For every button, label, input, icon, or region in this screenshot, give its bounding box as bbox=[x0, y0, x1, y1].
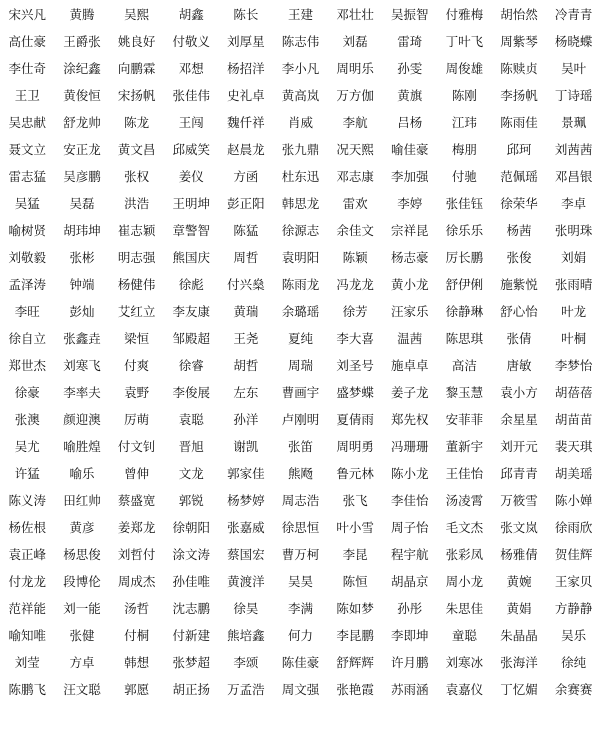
name-cell: 张佳伟 bbox=[172, 87, 210, 103]
name-cell: 付敬义 bbox=[172, 33, 210, 49]
name-cell: 王佳怡 bbox=[445, 466, 484, 482]
name-cell: 杨梦婷 bbox=[227, 493, 265, 509]
name-cell: 陈义涛 bbox=[8, 493, 47, 509]
name-cell: 郑先权 bbox=[391, 411, 429, 427]
name-cell: 杨佐根 bbox=[8, 520, 47, 536]
name-cell: 梁恒 bbox=[124, 330, 150, 346]
name-cell: 徐荣华 bbox=[500, 195, 538, 211]
name-cell: 邱珂 bbox=[506, 141, 532, 157]
name-cell: 陈长 bbox=[233, 6, 259, 22]
name-cell: 邓想 bbox=[178, 60, 204, 76]
name-cell: 许月鹏 bbox=[391, 655, 429, 671]
name-cell: 舒伊俐 bbox=[445, 276, 484, 292]
name-cell: 叶龙 bbox=[561, 303, 587, 319]
name-cell: 雷欢 bbox=[342, 195, 368, 211]
name-cell: 张飞 bbox=[342, 493, 368, 509]
name-cell: 周瑞 bbox=[287, 357, 313, 373]
name-cell: 黄渡洋 bbox=[227, 574, 265, 590]
name-cell: 徐彪 bbox=[178, 276, 204, 292]
name-cell: 郭愿 bbox=[124, 682, 150, 698]
name-cell: 刘开元 bbox=[500, 439, 538, 455]
name-cell: 邱威笑 bbox=[172, 141, 210, 157]
name-cell: 黄腾 bbox=[69, 6, 95, 22]
name-cell: 沈志鹏 bbox=[172, 601, 210, 617]
name-cell: 周小龙 bbox=[445, 574, 484, 590]
name-cell: 吴振智 bbox=[391, 6, 429, 22]
name-cell: 文龙 bbox=[178, 466, 204, 482]
name-cell: 涂文涛 bbox=[172, 547, 210, 563]
name-cell: 徐豪 bbox=[14, 384, 40, 400]
name-cell: 叶小雪 bbox=[336, 520, 374, 536]
name-cell: 洪浩 bbox=[124, 195, 150, 211]
name-cell: 陈如梦 bbox=[336, 601, 374, 617]
name-cell: 厉长鹏 bbox=[445, 249, 484, 265]
name-cell: 付新建 bbox=[172, 628, 210, 644]
name-cell: 曹万柯 bbox=[281, 547, 320, 563]
name-cell: 温茜 bbox=[397, 330, 423, 346]
name-cell: 邱青青 bbox=[500, 466, 538, 482]
name-cell: 汤哲 bbox=[124, 601, 150, 617]
name-cell: 徐纯 bbox=[561, 655, 587, 671]
name-cell: 万方伽 bbox=[336, 87, 374, 103]
name-cell: 李率夫 bbox=[63, 384, 101, 400]
name-cell: 付兴燊 bbox=[227, 276, 265, 292]
name-cell: 刘寒冰 bbox=[445, 655, 484, 671]
name-cell: 黄高岚 bbox=[281, 87, 320, 103]
name-cell: 陈雨龙 bbox=[281, 276, 320, 292]
name-cell: 陈颖 bbox=[342, 249, 368, 265]
name-cell: 吴昊 bbox=[287, 574, 313, 590]
name-cell: 李卓 bbox=[561, 195, 587, 211]
name-cell: 吴猛 bbox=[14, 195, 40, 211]
name-cell: 高仕豪 bbox=[8, 33, 47, 49]
name-cell: 胡哲 bbox=[233, 357, 259, 373]
name-cell: 汪文聪 bbox=[63, 682, 101, 698]
name-cell: 张雨晴 bbox=[554, 276, 593, 292]
name-cell: 王明坤 bbox=[172, 195, 210, 211]
name-cell: 陈小龙 bbox=[391, 466, 429, 482]
name-cell: 吴磊 bbox=[69, 195, 95, 211]
name-cell: 黄娟 bbox=[506, 601, 532, 617]
name-cell: 陈志伟 bbox=[281, 33, 320, 49]
name-cell: 熊飏 bbox=[287, 466, 313, 482]
name-cell: 付桐 bbox=[124, 628, 150, 644]
name-cell: 贺佳辉 bbox=[554, 547, 593, 563]
name-cell: 杨健伟 bbox=[117, 276, 156, 292]
name-cell: 袁野 bbox=[124, 384, 150, 400]
name-cell: 袁聪 bbox=[178, 411, 204, 427]
name-cell: 宗祥昆 bbox=[391, 222, 429, 238]
name-cell: 冯龙龙 bbox=[336, 276, 374, 292]
name-cell: 李佳怡 bbox=[391, 493, 429, 509]
name-cell: 刘敬毅 bbox=[8, 249, 47, 265]
name-cell: 喻树贤 bbox=[8, 222, 47, 238]
name-cell: 徐静琳 bbox=[445, 303, 484, 319]
name-cell: 涂纪鑫 bbox=[63, 60, 101, 76]
name-cell: 丁叶飞 bbox=[445, 33, 484, 49]
name-cell: 李大喜 bbox=[336, 330, 374, 346]
name-cell: 张健 bbox=[69, 628, 95, 644]
name-cell: 章警智 bbox=[172, 222, 210, 238]
name-cell: 梅朋 bbox=[451, 141, 477, 157]
name-cell: 明志强 bbox=[117, 249, 156, 265]
name-cell: 黄小龙 bbox=[391, 276, 429, 292]
name-cell: 蔡国宏 bbox=[227, 547, 265, 563]
name-cell: 张艳霞 bbox=[336, 682, 374, 698]
name-cell: 刘厚星 bbox=[227, 33, 265, 49]
name-cell: 厉萌 bbox=[124, 411, 150, 427]
name-cell: 胡怡然 bbox=[500, 6, 538, 22]
name-cell: 安正龙 bbox=[63, 141, 101, 157]
name-cell: 胡美瑶 bbox=[554, 466, 593, 482]
name-cell: 徐芳 bbox=[342, 303, 368, 319]
name-cell: 曹画宇 bbox=[281, 384, 320, 400]
name-cell: 苏雨涵 bbox=[391, 682, 429, 698]
name-cell: 杨招洋 bbox=[227, 60, 265, 76]
name-cell: 熊培鑫 bbox=[227, 628, 265, 644]
name-cell: 余佳文 bbox=[336, 222, 374, 238]
name-cell: 吴忠献 bbox=[8, 114, 47, 130]
name-cell: 刘圣号 bbox=[336, 357, 374, 373]
name-cell: 刘茜茜 bbox=[554, 141, 593, 157]
name-cell: 唐敏 bbox=[506, 357, 532, 373]
name-cell: 郑世杰 bbox=[8, 357, 47, 373]
name-cell: 雷志猛 bbox=[8, 168, 47, 184]
name-cell: 胡晶京 bbox=[391, 574, 429, 590]
name-cell: 黄婉 bbox=[506, 574, 532, 590]
name-cell: 邓壮壮 bbox=[336, 6, 374, 22]
name-cell: 徐朝阳 bbox=[172, 520, 210, 536]
name-cell: 李扬帆 bbox=[500, 87, 538, 103]
name-cell: 宋扬帆 bbox=[117, 87, 156, 103]
name-cell: 张梦超 bbox=[172, 655, 210, 671]
name-cell: 周子怡 bbox=[391, 520, 429, 536]
name-cell: 刘哲付 bbox=[117, 547, 156, 563]
name-cell: 田红帅 bbox=[63, 493, 101, 509]
name-cell: 胡正扬 bbox=[172, 682, 210, 698]
name-cell: 李颂 bbox=[233, 655, 259, 671]
name-cell: 喻乐 bbox=[69, 466, 95, 482]
name-cell: 喻胜煌 bbox=[63, 439, 101, 455]
name-cell: 胡苗苗 bbox=[554, 411, 593, 427]
name-cell: 杨茜 bbox=[506, 222, 532, 238]
name-cell: 李加强 bbox=[391, 168, 429, 184]
name-cell: 周紫琴 bbox=[500, 33, 538, 49]
name-cell: 黄文昌 bbox=[117, 141, 156, 157]
name-cell: 李梦怡 bbox=[554, 357, 593, 373]
name-cell: 舒心怡 bbox=[500, 303, 538, 319]
name-cell: 方静静 bbox=[554, 601, 593, 617]
name-cell: 颜迎澳 bbox=[63, 411, 101, 427]
name-cell: 姚良好 bbox=[117, 33, 156, 49]
name-cell: 姜郑龙 bbox=[117, 520, 156, 536]
name-cell: 杜东迅 bbox=[281, 168, 320, 184]
name-cell: 孙雯 bbox=[397, 60, 423, 76]
name-cell: 张文岚 bbox=[500, 520, 538, 536]
name-cell: 李昆鹏 bbox=[336, 628, 374, 644]
name-cell: 夏纯 bbox=[287, 330, 313, 346]
name-cell: 周哲 bbox=[233, 249, 259, 265]
name-cell: 孟泽涛 bbox=[8, 276, 47, 292]
name-cell: 孙佳唯 bbox=[172, 574, 210, 590]
name-cell: 汪家乐 bbox=[391, 303, 429, 319]
name-cell: 姜子龙 bbox=[391, 384, 429, 400]
name-cell: 付雅梅 bbox=[445, 6, 484, 22]
name-cell: 张海洋 bbox=[500, 655, 538, 671]
name-cell: 董新宇 bbox=[445, 439, 484, 455]
name-cell: 刘莹 bbox=[14, 655, 40, 671]
name-cell: 王家贝 bbox=[554, 574, 593, 590]
name-cell: 李满 bbox=[287, 601, 313, 617]
name-cell: 向鹏霖 bbox=[117, 60, 156, 76]
name-cell: 王建 bbox=[287, 6, 313, 22]
name-cell: 施紫悦 bbox=[500, 276, 538, 292]
name-cell: 方卓 bbox=[69, 655, 95, 671]
name-cell: 彭灿 bbox=[69, 303, 95, 319]
name-cell: 徐自立 bbox=[8, 330, 47, 346]
name-cell: 聂文立 bbox=[8, 141, 47, 157]
name-cell: 钟端 bbox=[69, 276, 95, 292]
name-cell: 李旺 bbox=[14, 303, 40, 319]
name-cell: 崔志颖 bbox=[117, 222, 156, 238]
name-cell: 王尧 bbox=[233, 330, 259, 346]
name-cell: 叶桐 bbox=[561, 330, 587, 346]
name-cell: 史礼卓 bbox=[227, 87, 265, 103]
name-cell: 徐源志 bbox=[281, 222, 320, 238]
name-cell: 陈鹏飞 bbox=[8, 682, 47, 698]
name-cell: 张明珠 bbox=[554, 222, 593, 238]
name-cell: 徐思恒 bbox=[281, 520, 320, 536]
name-cell: 朱晶晶 bbox=[500, 628, 538, 644]
name-cell: 袁正峰 bbox=[8, 547, 47, 563]
name-cell: 徐乐乐 bbox=[445, 222, 484, 238]
name-cell: 晋旭 bbox=[178, 439, 204, 455]
name-cell: 王闯 bbox=[178, 114, 204, 130]
name-cell: 况天熙 bbox=[336, 141, 374, 157]
name-cell: 冷青青 bbox=[554, 6, 593, 22]
name-cell: 孙洋 bbox=[233, 411, 259, 427]
name-cell: 吴尤 bbox=[14, 439, 40, 455]
name-cell: 高洁 bbox=[451, 357, 477, 373]
name-cell: 裴天琪 bbox=[554, 439, 593, 455]
name-cell: 周明乐 bbox=[336, 60, 374, 76]
name-cell: 张佳钰 bbox=[445, 195, 484, 211]
name-cell: 付龙龙 bbox=[8, 574, 47, 590]
name-cell: 曾伸 bbox=[124, 466, 150, 482]
name-cell: 姜仪 bbox=[178, 168, 204, 184]
name-cell: 黄旗 bbox=[397, 87, 423, 103]
name-cell: 周成杰 bbox=[117, 574, 156, 590]
name-cell: 谢凯 bbox=[233, 439, 259, 455]
name-cell: 陈小婵 bbox=[554, 493, 593, 509]
name-cell: 鲁元林 bbox=[336, 466, 374, 482]
name-cell: 万筱雪 bbox=[500, 493, 538, 509]
name-cell: 景珮 bbox=[561, 114, 587, 130]
name-cell: 段博伦 bbox=[63, 574, 101, 590]
name-cell: 邓昌银 bbox=[554, 168, 593, 184]
name-cell: 杨晓蝶 bbox=[554, 33, 593, 49]
name-cell: 方函 bbox=[233, 168, 259, 184]
name-cell: 冯珊珊 bbox=[391, 439, 429, 455]
name-cell: 刘娟 bbox=[561, 249, 587, 265]
name-cell: 李婷 bbox=[397, 195, 423, 211]
name-cell: 吕杨 bbox=[397, 114, 423, 130]
name-cell: 汤凌霄 bbox=[445, 493, 484, 509]
name-cell: 袁明阳 bbox=[281, 249, 320, 265]
name-cell: 韩想 bbox=[124, 655, 150, 671]
name-cell: 余星星 bbox=[500, 411, 538, 427]
name-cell: 彭正阳 bbox=[227, 195, 265, 211]
name-cell: 李小凡 bbox=[281, 60, 320, 76]
name-cell: 韩思龙 bbox=[281, 195, 320, 211]
name-cell: 安菲菲 bbox=[445, 411, 484, 427]
name-cell: 付文钊 bbox=[117, 439, 156, 455]
name-cell: 丁忆媚 bbox=[500, 682, 538, 698]
name-cell: 夏倩雨 bbox=[336, 411, 374, 427]
name-cell: 黄瑞 bbox=[233, 303, 259, 319]
name-cell: 陈思琪 bbox=[445, 330, 484, 346]
name-cell: 李即坤 bbox=[391, 628, 429, 644]
name-cell: 吴彦鹏 bbox=[63, 168, 101, 184]
name-cell: 毛文杰 bbox=[445, 520, 484, 536]
name-cell: 袁小方 bbox=[500, 384, 538, 400]
name-cell: 袁嘉仪 bbox=[445, 682, 484, 698]
name-cell: 黄彦 bbox=[69, 520, 95, 536]
name-cell: 江玮 bbox=[451, 114, 477, 130]
name-cell: 杨思俊 bbox=[63, 547, 101, 563]
name-cell: 胡蓓蓓 bbox=[554, 384, 593, 400]
name-cell: 刘寒飞 bbox=[63, 357, 101, 373]
name-cell: 施卓卓 bbox=[391, 357, 429, 373]
name-cell: 陈猛 bbox=[233, 222, 259, 238]
name-cell: 肖威 bbox=[287, 114, 313, 130]
name-cell: 周文强 bbox=[281, 682, 320, 698]
name-cell: 陈龙 bbox=[124, 114, 150, 130]
name-cell: 张倩 bbox=[506, 330, 532, 346]
name-cell: 张鑫垚 bbox=[63, 330, 101, 346]
name-cell: 朱思佳 bbox=[445, 601, 484, 617]
name-cell: 郭家佳 bbox=[227, 466, 265, 482]
name-cell: 黄俊恒 bbox=[63, 87, 101, 103]
name-cell: 李仕奇 bbox=[8, 60, 47, 76]
name-cell: 刘一能 bbox=[63, 601, 101, 617]
name-cell: 魏仟祥 bbox=[227, 114, 265, 130]
name-cell: 付爽 bbox=[124, 357, 150, 373]
name-cell: 刘磊 bbox=[342, 33, 368, 49]
name-cell: 吴乐 bbox=[561, 628, 587, 644]
name-cell: 张笛 bbox=[287, 439, 313, 455]
name-cell: 周明勇 bbox=[336, 439, 374, 455]
name-cell: 陈雨佳 bbox=[500, 114, 538, 130]
name-cell: 吴熙 bbox=[124, 6, 150, 22]
name-cell: 张澳 bbox=[14, 411, 40, 427]
name-cell: 张彬 bbox=[69, 249, 95, 265]
name-cell: 张俊 bbox=[506, 249, 532, 265]
name-cell: 徐睿 bbox=[178, 357, 204, 373]
name-cell: 范祥能 bbox=[8, 601, 47, 617]
name-cell: 盛梦蝶 bbox=[336, 384, 374, 400]
name-cell: 胡鑫 bbox=[178, 6, 204, 22]
name-cell: 范佩瑶 bbox=[500, 168, 538, 184]
name-cell: 童聪 bbox=[451, 628, 477, 644]
name-cell: 徐昊 bbox=[233, 601, 259, 617]
name-cell: 杨志豪 bbox=[391, 249, 429, 265]
name-cell: 张彩凤 bbox=[445, 547, 484, 563]
name-cell: 雷琦 bbox=[397, 33, 423, 49]
name-cell: 蔡盛宽 bbox=[117, 493, 156, 509]
name-cell: 郭锐 bbox=[178, 493, 204, 509]
name-cell: 王卫 bbox=[14, 87, 40, 103]
name-cell: 周志浩 bbox=[281, 493, 320, 509]
name-cell: 陈佳豪 bbox=[281, 655, 320, 671]
name-cell: 余璐瑶 bbox=[281, 303, 320, 319]
name-cell: 吴叶 bbox=[561, 60, 587, 76]
name-cell: 陈刚 bbox=[451, 87, 477, 103]
name-cell: 丁诗瑶 bbox=[554, 87, 593, 103]
name-cell: 付驰 bbox=[451, 168, 477, 184]
name-cell: 万孟浩 bbox=[227, 682, 265, 698]
name-cell: 艾红立 bbox=[117, 303, 156, 319]
name-cell: 邓志康 bbox=[336, 168, 374, 184]
name-cell: 张嘉威 bbox=[227, 520, 265, 536]
name-cell: 黎玉慧 bbox=[445, 384, 484, 400]
name-cell: 张九鼎 bbox=[281, 141, 320, 157]
name-cell: 李昆 bbox=[342, 547, 368, 563]
name-cell: 陈赎贞 bbox=[500, 60, 538, 76]
name-cell: 杨雅倩 bbox=[500, 547, 538, 563]
name-cell: 李友康 bbox=[172, 303, 210, 319]
name-cell: 赵晨龙 bbox=[227, 141, 265, 157]
name-cell: 周俊雄 bbox=[445, 60, 484, 76]
name-cell: 胡玮坤 bbox=[63, 222, 101, 238]
name-cell: 舒辉辉 bbox=[336, 655, 374, 671]
name-cell: 何力 bbox=[287, 628, 313, 644]
name-cell: 王爵张 bbox=[63, 33, 101, 49]
name-cell: 孙彤 bbox=[397, 601, 423, 617]
name-cell: 喻知唯 bbox=[8, 628, 47, 644]
name-cell: 程宇航 bbox=[391, 547, 429, 563]
name-cell: 宋兴凡 bbox=[8, 6, 47, 22]
name-cell: 张权 bbox=[124, 168, 150, 184]
name-cell: 李俊展 bbox=[172, 384, 210, 400]
name-cell: 余赛赛 bbox=[554, 682, 593, 698]
name-cell: 左东 bbox=[233, 384, 259, 400]
name-cell: 熊国庆 bbox=[172, 249, 210, 265]
name-cell: 徐雨欣 bbox=[554, 520, 593, 536]
name-cell: 许猛 bbox=[14, 466, 40, 482]
name-cell: 邹殿超 bbox=[172, 330, 210, 346]
name-cell: 卢刚明 bbox=[281, 411, 320, 427]
name-cell: 陈恒 bbox=[342, 574, 368, 590]
name-cell: 喻佳豪 bbox=[391, 141, 429, 157]
name-cell: 李航 bbox=[342, 114, 368, 130]
name-cell: 舒龙帅 bbox=[63, 114, 101, 130]
